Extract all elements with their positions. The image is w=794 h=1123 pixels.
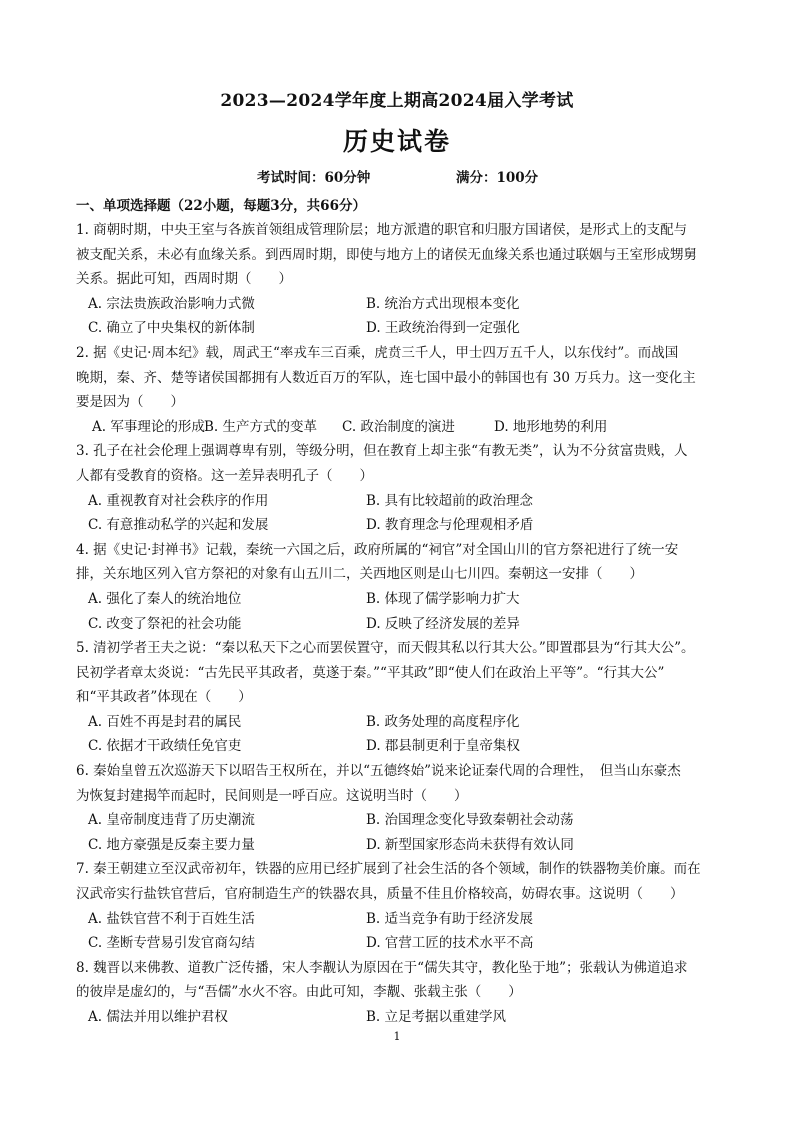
question-options (76, 415, 722, 440)
exam-title: 2023—2024学年度上期高2024届入学考试 (220, 91, 574, 111)
question-text-line: 排，关东地区列入官方祭祀的对象有山五川二，关西地区则是山七川四。秦朝这一安排（ ） (76, 566, 643, 583)
option-a: A. 百姓不再是封君的属民 (88, 713, 242, 730)
question-text-line: 被支配关系，未必有血缘关系。到西周时期，即使与地方上的诸侯无血缘关系也通过联姻与王室形成甥舅 (76, 246, 697, 263)
option-b: B. 具有比较超前的政治理念 (366, 492, 534, 509)
question-5 (76, 636, 722, 759)
option-c: C. 有意推动私学的兴起和发展 (88, 517, 269, 534)
question-text-line: 3. 孔子在社会伦理上强调尊卑有别，等级分明，但在教育上却主张“有教无类”，认为不分贫富贵贱，人 (76, 443, 688, 460)
question-text-line: 1. 商朝时期，中央王室与各族首领组成管理阶层；地方派遣的职官和归服方国诸侯，是形式上的支配与 (76, 222, 688, 238)
question-text-line: 晚期，秦、齐、楚等诸侯国都拥有人数近百万的军队，连七国中最小的韩国也有 30 万兵力。这一变化主 (76, 369, 696, 386)
option-b: B. 生产方式的变革 (204, 418, 318, 435)
question-options (76, 1005, 722, 1030)
option-d: D. 官营工匠的技术水平不高 (366, 935, 534, 952)
full-score: 满分：100分 (456, 170, 539, 186)
question-1 (76, 218, 722, 341)
question-4 (76, 538, 722, 636)
option-a: A. 强化了秦人的统治地位 (88, 590, 242, 607)
question-text-line: 汉武帝实行盐铁官营后，官府制造生产的铁器农具，质量不佳且价格较高，妨碍农事。这说明（ ） (76, 886, 684, 903)
option-d: D. 反映了经济发展的差异 (366, 615, 520, 632)
question-text-line: 8. 魏晋以来佛教、道教广泛传播，宋人李觏认为原因在于“儒失其守，教化坠于地”；张载认为佛道追求 (76, 959, 688, 976)
option-d: D. 地形地势的利用 (494, 418, 608, 435)
option-d: D. 新型国家形态尚未获得有效认同 (366, 836, 574, 853)
option-c: C. 依据才干政绩任免官吏 (88, 738, 242, 755)
question-3 (76, 439, 722, 537)
option-d: D. 郡县制更利于皇帝集权 (366, 738, 520, 755)
question-text-line: 2. 据《史记·周本纪》载，周武王“率戎车三百乘，虎贲三千人，甲士四万五千人，以东伐纣”。而战国 (76, 344, 679, 361)
option-c: C. 垄断专营易引发官商勾结 (88, 935, 255, 952)
option-b: B. 治国理念变化导致秦朝社会动荡 (366, 812, 574, 829)
option-b: B. 政务处理的高度程序化 (366, 713, 520, 730)
question-text-line: 5. 清初学者王夫之说：“秦以私天下之心而罢侯置守，而天假其私以行其大公。”即置郡县为“行其大公”。 (76, 640, 695, 657)
option-a: A. 盐铁官营不利于百姓生活 (88, 910, 255, 927)
option-a: A. 皇帝制度违背了历史潮流 (88, 812, 255, 829)
exam-time: 考试时间：60分钟 (257, 170, 371, 186)
question-2 (76, 341, 722, 439)
question-7 (76, 857, 722, 955)
option-c: C. 改变了祭祀的社会功能 (88, 615, 242, 632)
question-text-line: 民初学者章太炎说：“古先民平其政者，莫遂于秦。”“平其政”即“使人们在政治上平等”。“行其大公” (76, 664, 665, 681)
option-d: D. 王政统治得到一定强化 (366, 320, 520, 337)
option-a: A. 宗法贵族政治影响力式微 (88, 295, 255, 312)
question-options (76, 489, 722, 538)
question-6 (76, 759, 722, 857)
question-8 (76, 956, 722, 1030)
page-number: 1 (393, 1030, 401, 1043)
option-b: B. 体现了儒学影响力扩大 (366, 590, 520, 607)
option-a: A. 儒法并用以维护君权 (88, 1009, 228, 1025)
question-text-line: 人都有受教育的资格。这一差异表明孔子（ ） (76, 467, 373, 484)
subject-title: 历史试卷 (342, 127, 451, 156)
option-c: C. 地方豪强是反秦主要力量 (88, 836, 255, 853)
question-options (76, 292, 722, 341)
question-text-line: 和“平其政者”体现在（ ） (76, 689, 252, 706)
option-a: A. 重视教育对社会秩序的作用 (88, 492, 269, 509)
exam-info (0, 166, 794, 186)
option-c: C. 政治制度的演进 (342, 418, 455, 435)
section-heading: 一、单项选择题（22小题，每题3分，共66分） (76, 198, 366, 214)
question-text-line: 4. 据《史记·封禅书》记载，秦统一六国之后，政府所属的“祠官”对全国山川的官方祭祀进行了统一安 (76, 541, 679, 558)
question-options (76, 808, 722, 857)
option-b: B. 适当竞争有助于经济发展 (366, 910, 534, 927)
option-c: C. 确立了中央集权的新体制 (88, 320, 255, 337)
question-text-line: 6. 秦始皇曾五次巡游天下以昭告王权所在，并以“五德终始”说来论证秦代周的合理性， 但当山东豪杰 (76, 763, 681, 780)
question-options (76, 710, 722, 759)
question-text-line: 为恢复封建揭竿而起时，民间则是一呼百应。这说明当时（ ） (76, 787, 468, 804)
question-text-line: 要是因为（ ） (76, 394, 184, 411)
option-d: D. 教育理念与伦理观相矛盾 (366, 517, 534, 534)
option-b: B. 统治方式出现根本变化 (366, 295, 520, 312)
question-text-line: 的彼岸是虚幻的，与“吾儒”水火不容。由此可知，李觏、张载主张（ ） (76, 984, 522, 1001)
question-content (76, 194, 722, 1030)
question-options (76, 587, 722, 636)
question-options (76, 907, 722, 956)
option-a: A. 军事理论的形成 (92, 418, 205, 435)
option-b: B. 立足考据以重建学风 (366, 1009, 507, 1025)
question-text-line: 关系。据此可知，西周时期（ ） (76, 271, 292, 288)
question-text-line: 7. 秦王朝建立至汉武帝初年，铁器的应用已经扩展到了社会生活的各个领域，制作的铁器物美价廉。而在 (76, 861, 701, 878)
